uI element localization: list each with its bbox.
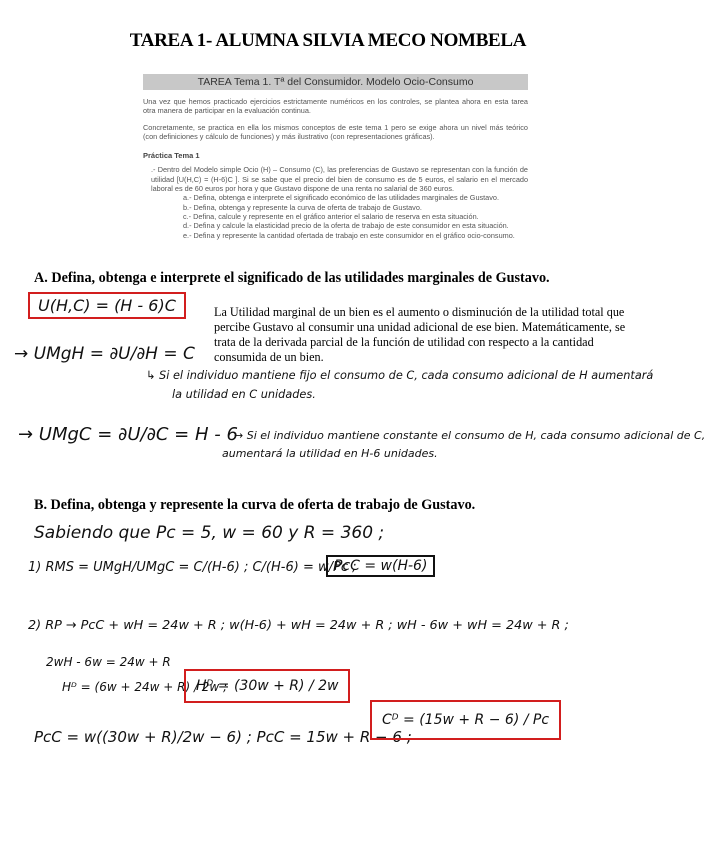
umg-c-equation: → UMgC = ∂U/∂C = H - 6 [18,424,238,445]
section-a-heading: A. Defina, obtenga e interprete el significado de las utilidades marginales de Gustavo. [34,270,550,286]
section-b-heading: B. Defina, obtenga y represente la curva de oferta de trabajo de Gustavo. [34,497,476,513]
consumption-derivation: PcC = w((30w + R)/2w − 6) ; PcC = 15w + R − 6 ; [34,728,412,746]
umg-h-equation: → UMgH = ∂U/∂H = C [14,344,195,364]
budget-constraint-equation: 2) RP → PcC + wH = 24w + R ; w(H-6) + wH = 24w + R ; wH - 6w + wH = 24w + R ; [28,618,569,633]
rms-result-box: PcC = w(H-6) [326,555,435,577]
assignment-scan [143,74,528,240]
consumption-demand-box: Cᴰ = (15w + R − 6) / Pc [370,700,561,740]
task-item-a: a.- Defina, obtenga e interprete el significado económico de las utilidades marginales de Gustavo. [183,193,499,203]
marginal-utility-explanation: La Utilidad marginal de un bien es el aumento o disminución de la utilidad total que percibe Gustavo al consumir una unidad adicional de ese bien. Matemáticamente, se trata de la derivada parcial de la función de utilidad con respecto a la cantidad consumida de un bien. [214,305,626,364]
umg-h-note-2: la utilidad en C unidades. [172,388,316,401]
task-item-c: c.- Defina, calcule y represente en el gráfico anterior el salario de reserva en esta situación. [183,211,479,221]
task-item-b: b.- Defina, obtenga y represente la curva de oferta de trabajo de Gustavo. [183,202,422,212]
derivation-step-2: Hᴰ = (6w + 24w + R) / 2w ; [62,680,228,694]
scan-intro-1: Una vez que hemos practicado ejercicios estrictamente numéricos en los controles, se plantea ahora en esta tarea otra manera de participar en la evaluación continua. [143,97,528,116]
umg-c-note-1: → Si el individuo mantiene constante el consumo de H, cada consumo adicional de C, [234,429,705,442]
derivation-step-1: 2wH - 6w = 24w + R [46,655,171,669]
rms-equation: 1) RMS = UMgH/UMgC = C/(H-6) ; C/(H-6) = w/Pc ; [28,560,357,575]
leisure-demand-box: Hᴰ = (30w + R) / 2w [184,669,350,703]
utility-function-box: U(H,C) = (H - 6)C [28,292,186,319]
umg-h-note-1: ↳ Si el individuo mantiene fijo el consumo de C, cada consumo adicional de H aumentará [146,369,654,382]
practice-statement: .- Dentro del Modelo simple Ocio (H) – Consumo (C), las preferencias de Gustavo se representan con la función de utilidad [U(H,C) = (H-6)C ]. Si se sabe que el precio del bien de consumo es de 5 euros, el salario en el mercado laboral es de 60 euros por hora y que Gustavo dispone de una renta no salarial de 360 euros. [151,165,528,194]
umg-c-note-2: aumentará la utilidad en H-6 unidades. [222,447,438,460]
task-item-d: d.- Defina y calcule la elasticidad precio de la oferta de trabajo de este consumidor en esta situación. [183,221,509,231]
scan-intro-2: Concretamente, se practica en ella los mismos conceptos de este tema 1 pero se exige ahora un nivel más teórico (con definiciones y cálculo de funciones) y más ilustrativo (con representaciones gráficas). [143,122,528,141]
page-title: TAREA 1- ALUMNA SILVIA MECO NOMBELA [129,30,527,51]
task-item-e: e.- Defina y represente la cantidad ofertada de trabajo en este consumidor en el gráfico ocio-consumo. [183,230,515,240]
scan-header: TAREA Tema 1. Tª del Consumidor. Modelo Ocio-Consumo [143,74,528,90]
practice-title: Práctica Tema 1 [143,151,200,161]
given-values: Sabiendo que Pc = 5, w = 60 y R = 360 ; [34,523,385,543]
